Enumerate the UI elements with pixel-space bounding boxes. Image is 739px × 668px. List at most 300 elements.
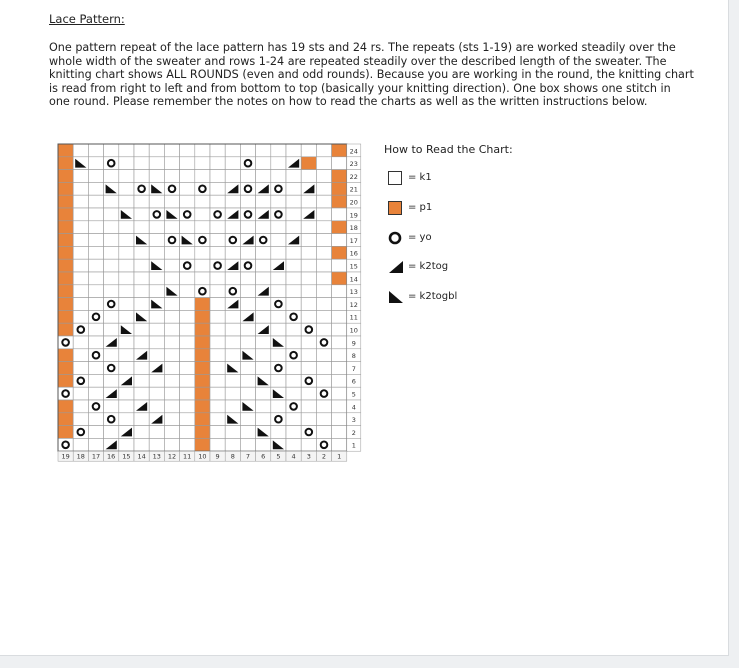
knit-cell (256, 157, 271, 170)
purl-cell (58, 246, 73, 259)
yo-symbol (108, 301, 115, 308)
knit-cell (256, 336, 271, 349)
knit-cell (225, 438, 240, 451)
stitch-number: 12 (167, 452, 177, 461)
knit-cell (134, 413, 149, 426)
knit-cell (225, 195, 240, 208)
knit-cell (149, 157, 164, 170)
knit-cell (256, 310, 271, 323)
row-number: 2 (351, 428, 356, 437)
knit-cell (73, 362, 88, 375)
yo-symbol (199, 288, 206, 295)
knit-cell (286, 285, 301, 298)
knit-cell (210, 272, 225, 285)
yo-symbol (275, 186, 282, 193)
knit-cell (164, 246, 179, 259)
knit-cell (180, 195, 195, 208)
knit-cell (332, 259, 347, 272)
stitch-number: 7 (245, 452, 251, 461)
knit-cell (164, 349, 179, 362)
knit-cell (180, 182, 195, 195)
knit-cell (104, 170, 119, 183)
yo-symbol (199, 237, 206, 244)
knit-cell (195, 157, 210, 170)
knit-cell (316, 170, 331, 183)
yo-symbol (275, 211, 282, 218)
knit-cell (286, 208, 301, 221)
knit-cell (195, 208, 210, 221)
knit-cell (271, 426, 286, 439)
knit-cell (210, 426, 225, 439)
knit-cell (134, 323, 149, 336)
knit-cell (134, 298, 149, 311)
knit-cell (149, 438, 164, 451)
knit-cell (301, 438, 316, 451)
knit-cell (88, 298, 103, 311)
knit-cell (271, 246, 286, 259)
knit-cell (180, 349, 195, 362)
knit-cell (73, 246, 88, 259)
knit-cell (210, 387, 225, 400)
purl-cell (332, 246, 347, 259)
stitch-number: 17 (91, 452, 101, 461)
legend-item-k2tog (384, 260, 504, 276)
knit-cell (88, 323, 103, 336)
knit-cell (119, 234, 134, 247)
knit-cell (256, 298, 271, 311)
knit-cell (332, 400, 347, 413)
purl-cell (58, 195, 73, 208)
knit-cell (256, 259, 271, 272)
yo-symbol (62, 339, 69, 346)
row-number: 9 (351, 339, 356, 348)
knit-cell (271, 349, 286, 362)
purl-cell (195, 413, 210, 426)
knit-cell (256, 387, 271, 400)
knit-cell (316, 374, 331, 387)
knit-cell (180, 144, 195, 157)
purl-cell (58, 310, 73, 323)
yo-symbol (290, 403, 297, 410)
knit-cell (210, 170, 225, 183)
knit-cell (256, 246, 271, 259)
knit-cell (149, 285, 164, 298)
yo-symbol (275, 365, 282, 372)
row-number: 11 (349, 313, 358, 322)
knit-cell (180, 323, 195, 336)
yo-symbol (260, 237, 267, 244)
knit-cell (119, 170, 134, 183)
knit-cell (286, 182, 301, 195)
knit-cell (316, 234, 331, 247)
yo-symbol (169, 237, 176, 244)
purl-cell (58, 208, 73, 221)
yo-symbol (93, 403, 100, 410)
yo-symbol (154, 211, 161, 218)
knit-cell (286, 323, 301, 336)
knit-cell (256, 413, 271, 426)
knit-cell (73, 170, 88, 183)
knit-cell (210, 413, 225, 426)
knit-cell (286, 259, 301, 272)
yo-symbol (275, 416, 282, 423)
knit-cell (225, 400, 240, 413)
purl-cell (58, 170, 73, 183)
knit-cell (180, 374, 195, 387)
knit-cell (164, 221, 179, 234)
knit-cell (271, 272, 286, 285)
knit-cell (271, 221, 286, 234)
purl-cell (332, 170, 347, 183)
knit-cell (332, 426, 347, 439)
knit-cell (316, 413, 331, 426)
knit-cell (301, 272, 316, 285)
yo-symbol (321, 442, 328, 449)
knit-cell (286, 413, 301, 426)
purl-cell (332, 182, 347, 195)
knit-cell (134, 208, 149, 221)
knit-cell (149, 336, 164, 349)
knit-cell (119, 298, 134, 311)
knit-cell (119, 195, 134, 208)
knit-cell (134, 336, 149, 349)
knit-cell (271, 400, 286, 413)
knit-cell (149, 374, 164, 387)
knit-cell (286, 170, 301, 183)
yo-symbol (199, 186, 206, 193)
knit-cell (119, 400, 134, 413)
stitch-number: 6 (261, 452, 266, 461)
stitch-number: 19 (61, 452, 70, 461)
knit-cell (301, 387, 316, 400)
knit-cell (332, 336, 347, 349)
knit-cell (210, 144, 225, 157)
knit-cell (210, 298, 225, 311)
row-number: 3 (351, 416, 356, 425)
purl-cell (58, 182, 73, 195)
knit-cell (240, 426, 255, 439)
knit-cell (316, 310, 331, 323)
knit-cell (104, 234, 119, 247)
knit-cell (134, 374, 149, 387)
knit-cell (271, 195, 286, 208)
knit-cell (316, 157, 331, 170)
yo-symbol (306, 326, 313, 333)
legend-label-k1: = k1 (408, 172, 432, 183)
knit-cell (119, 387, 134, 400)
stitch-number: 16 (107, 452, 116, 461)
knit-cell (134, 426, 149, 439)
row-number: 20 (349, 198, 358, 207)
knit-cell (149, 310, 164, 323)
knit-cell (195, 195, 210, 208)
knit-cell (225, 323, 240, 336)
knit-cell (88, 144, 103, 157)
knit-cell (104, 272, 119, 285)
purl-cell (58, 362, 73, 375)
yo-symbol (138, 186, 145, 193)
knit-cell (180, 438, 195, 451)
knit-cell (210, 221, 225, 234)
knit-cell (301, 413, 316, 426)
yo-symbol (321, 339, 328, 346)
knit-cell (240, 336, 255, 349)
row-number: 12 (349, 300, 358, 309)
knit-cell (195, 259, 210, 272)
legend-item-p1 (384, 201, 504, 217)
yo-symbol (108, 160, 115, 167)
yo-symbol (78, 429, 85, 436)
knit-cell (119, 310, 134, 323)
purl-cell (58, 323, 73, 336)
knit-cell (164, 157, 179, 170)
knit-cell (73, 208, 88, 221)
knit-cell (164, 195, 179, 208)
knit-cell (164, 400, 179, 413)
knit-cell (73, 272, 88, 285)
yo-symbol (290, 314, 297, 321)
knit-cell (240, 362, 255, 375)
purl-cell (58, 272, 73, 285)
row-number: 13 (349, 288, 358, 297)
knit-cell (225, 374, 240, 387)
yo-symbol (93, 352, 100, 359)
stitch-number: 15 (122, 452, 131, 461)
yo-symbol (184, 262, 191, 269)
row-number: 15 (349, 262, 358, 271)
knit-cell (88, 413, 103, 426)
yo-symbol (245, 262, 252, 269)
knit-cell (286, 438, 301, 451)
knit-cell (149, 426, 164, 439)
purl-cell (301, 157, 316, 170)
knit-cell (286, 195, 301, 208)
knit-cell (88, 221, 103, 234)
stitch-number: 5 (276, 452, 281, 461)
knit-cell (195, 221, 210, 234)
knit-cell (332, 298, 347, 311)
knit-cell (332, 157, 347, 170)
knit-cell (301, 195, 316, 208)
knit-cell (210, 182, 225, 195)
yo-symbol (245, 160, 252, 167)
knit-cell (88, 246, 103, 259)
knit-cell (210, 157, 225, 170)
knit-cell (164, 310, 179, 323)
knit-cell (316, 285, 331, 298)
knit-cell (332, 387, 347, 400)
purl-cell (58, 221, 73, 234)
knit-cell (240, 413, 255, 426)
knit-cell (332, 310, 347, 323)
knit-cell (332, 285, 347, 298)
knit-cell (210, 310, 225, 323)
knit-cell (271, 157, 286, 170)
knit-cell (73, 387, 88, 400)
yarn-over-icon (388, 231, 402, 245)
knit-cell (164, 387, 179, 400)
knit-cell (286, 272, 301, 285)
knit-cell (301, 310, 316, 323)
knit-cell (88, 195, 103, 208)
purl-cell (195, 310, 210, 323)
purl-cell (58, 349, 73, 362)
knit-cell (286, 362, 301, 375)
purl-cell (58, 259, 73, 272)
knit-cell (210, 349, 225, 362)
knit-cell (225, 426, 240, 439)
knit-cell (88, 259, 103, 272)
knit-cell (119, 221, 134, 234)
knit-cell (134, 387, 149, 400)
knit-cell (104, 374, 119, 387)
knit-cell (164, 144, 179, 157)
knit-cell (210, 400, 225, 413)
knit-cell (180, 298, 195, 311)
knit-cell (256, 195, 271, 208)
knit-cell (149, 387, 164, 400)
knit-cell (316, 246, 331, 259)
yo-symbol (230, 288, 237, 295)
knit-cell (73, 336, 88, 349)
row-number: 22 (349, 172, 358, 181)
yo-symbol (184, 211, 191, 218)
knit-cell (286, 221, 301, 234)
knit-cell (286, 374, 301, 387)
knit-stitch-icon (388, 171, 402, 185)
knit-cell (104, 259, 119, 272)
knit-cell (88, 182, 103, 195)
purl-cell (332, 221, 347, 234)
knit-cell (73, 285, 88, 298)
knit-cell (180, 310, 195, 323)
knit-cell (134, 157, 149, 170)
knit-cell (180, 336, 195, 349)
knit-cell (316, 323, 331, 336)
yo-symbol (275, 301, 282, 308)
knit-cell (88, 285, 103, 298)
knit-cell (195, 272, 210, 285)
knit-cell (332, 234, 347, 247)
yo-symbol (306, 429, 313, 436)
knit-cell (225, 272, 240, 285)
knit-cell (73, 182, 88, 195)
knit-cell (180, 362, 195, 375)
knit-cell (164, 272, 179, 285)
knit-cell (104, 221, 119, 234)
knit-cell (104, 400, 119, 413)
knit-cell (225, 336, 240, 349)
knit-cell (180, 272, 195, 285)
knit-cell (301, 170, 316, 183)
knit-cell (88, 387, 103, 400)
knit-cell (73, 298, 88, 311)
row-number: 5 (351, 390, 356, 399)
knit-cell (316, 426, 331, 439)
knit-cell (316, 144, 331, 157)
knit-cell (316, 272, 331, 285)
knit-cell (301, 144, 316, 157)
k2tog-icon (388, 260, 404, 274)
yo-symbol (108, 416, 115, 423)
stitch-number: 8 (230, 452, 235, 461)
knit-cell (134, 272, 149, 285)
knit-cell (119, 413, 134, 426)
knit-cell (164, 259, 179, 272)
knit-cell (73, 438, 88, 451)
purl-cell (58, 234, 73, 247)
knit-cell (119, 285, 134, 298)
stitch-number: 4 (291, 452, 296, 461)
knit-cell (301, 285, 316, 298)
knitting-chart (57, 143, 357, 469)
stitch-number: 1 (337, 452, 342, 461)
knit-cell (119, 157, 134, 170)
knit-cell (104, 323, 119, 336)
row-number: 18 (349, 224, 358, 233)
stitch-number: 10 (198, 452, 207, 461)
knit-cell (240, 246, 255, 259)
purl-cell (195, 336, 210, 349)
row-number: 10 (349, 326, 358, 335)
knit-cell (240, 323, 255, 336)
knit-cell (316, 298, 331, 311)
knit-cell (240, 438, 255, 451)
knit-cell (180, 157, 195, 170)
purl-cell (195, 374, 210, 387)
knit-cell (195, 246, 210, 259)
knit-cell (256, 400, 271, 413)
knit-cell (104, 246, 119, 259)
knit-cell (164, 336, 179, 349)
knit-cell (119, 362, 134, 375)
stitch-number: 18 (76, 452, 85, 461)
purl-cell (58, 144, 73, 157)
legend-item-k1 (384, 171, 504, 187)
knit-cell (149, 195, 164, 208)
knit-cell (180, 400, 195, 413)
purl-cell (195, 349, 210, 362)
purl-cell (195, 426, 210, 439)
yo-symbol (321, 390, 328, 397)
yo-symbol (245, 186, 252, 193)
knit-cell (210, 323, 225, 336)
knit-cell (134, 144, 149, 157)
knit-cell (180, 221, 195, 234)
row-number: 16 (349, 249, 358, 258)
knit-cell (210, 246, 225, 259)
knit-cell (88, 362, 103, 375)
knit-cell (256, 349, 271, 362)
row-number: 14 (349, 275, 358, 284)
knit-cell (301, 221, 316, 234)
knit-cell (301, 336, 316, 349)
legend-title: How to Read the Chart: (384, 143, 513, 156)
knit-cell (119, 182, 134, 195)
knit-cell (225, 387, 240, 400)
knit-cell (104, 310, 119, 323)
knit-cell (256, 438, 271, 451)
knit-cell (271, 234, 286, 247)
yo-symbol (93, 314, 100, 321)
purl-cell (58, 426, 73, 439)
knit-cell (271, 323, 286, 336)
knit-cell (88, 208, 103, 221)
knit-cell (119, 246, 134, 259)
knit-cell (73, 310, 88, 323)
knit-cell (301, 234, 316, 247)
row-number: 23 (349, 160, 358, 169)
